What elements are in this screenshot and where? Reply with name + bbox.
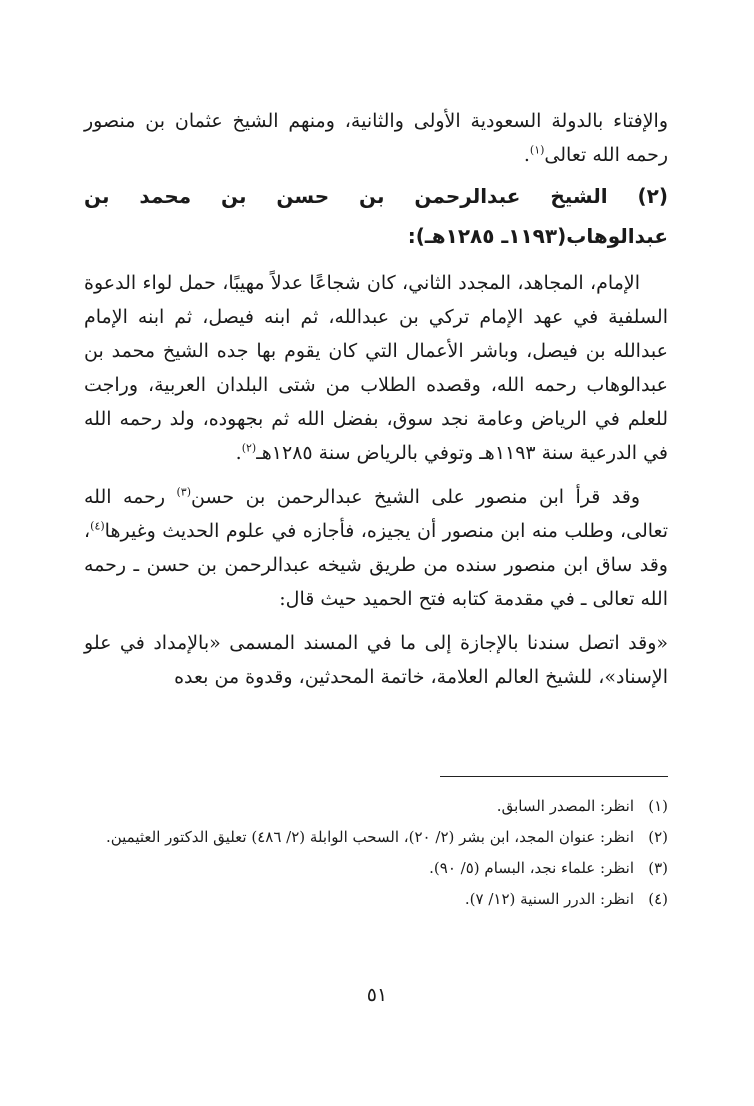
footnote-text: انظر: المصدر السابق. xyxy=(496,797,634,815)
page-number: ٥١ xyxy=(366,984,388,1006)
paragraph-3 xyxy=(84,480,668,616)
footnote-text: انظر: علماء نجد، البسام (٥/ ٩٠). xyxy=(429,859,634,877)
footnote-divider xyxy=(440,776,668,777)
footnote-number: (٣) xyxy=(648,859,668,877)
footnote-number: (٤) xyxy=(648,890,668,908)
footnote-item xyxy=(84,823,668,852)
main-text xyxy=(84,104,668,694)
footnote-text: انظر: الدرر السنية (١٢/ ٧). xyxy=(464,890,634,908)
paragraph-3-text-c: ، وقد ساق ابن منصور سنده من طريق شيخه عبدالرحمن بن حسن ـ رحمه الله تعالى ـ في مقدمة كتابه فتح الحميد حيث قال: xyxy=(84,520,668,610)
footnote-text: انظر: عنوان المجد، ابن بشر (٢/ ٢٠)، السحب الوابلة (٢/ ٤٨٦) تعليق الدكتور العثيمين. xyxy=(105,828,634,846)
footnote-item xyxy=(84,885,668,914)
paragraph-4 xyxy=(84,626,668,694)
paragraph-4-text: «وقد اتصل سندنا بالإجازة إلى ما في المسند المسمى «بالإمداد في علو الإسناد»، للشيخ العالم العلامة، خاتمة المحدثين، وقدوة من بعده xyxy=(84,632,668,688)
footnote-ref-2: (٢) xyxy=(241,441,257,455)
paragraph-1-end: . xyxy=(523,144,530,166)
footnote-ref-4: (٤) xyxy=(90,519,105,533)
footnote-number: (١) xyxy=(648,797,668,815)
footnote-ref-3: (٣) xyxy=(176,485,191,499)
paragraph-2-end: . xyxy=(235,442,242,464)
footnote-number: (٢) xyxy=(648,828,668,846)
paragraph-2-text: الإمام، المجاهد، المجدد الثاني، كان شجاعًا عدلاً مهيبًا، حمل لواء الدعوة السلفية في عهد الإمام تركي بن عبدالله، ثم ابنه فيصل، ثم ابنه الإمام عبدالله بن فيصل، وباشر الأعمال التي كان يقوم بها جده الشيخ محمد بن عبدالوهاب رحمه الله، وقصده الطلاب من شتى البلدان العربية، وراجت للعلم في الرياض وعامة نجد سوق، بفضل الله ثم بجهوده، ولد رحمه الله في الدرعية سنة ١١٩٣هـ وتوفي بالرياض سنة ١٢٨٥هـ xyxy=(84,272,668,464)
footnote-ref-1: (١) xyxy=(529,143,545,157)
section-heading: (٢) الشيخ عبدالرحمن بن حسن بن محمد بن عبدالوهاب(١١٩٣ـ ١٢٨٥هـ): xyxy=(84,184,668,248)
footnote-item xyxy=(84,854,668,883)
paragraph-1 xyxy=(84,104,668,172)
paragraph-3-text-b: رحمه الله تعالى، وطلب منه ابن منصور أن يجيزه، فأجازه في علوم الحديث وغيرها xyxy=(84,486,668,542)
paragraph-1-text: والإفتاء بالدولة السعودية الأولى والثانية، ومنهم الشيخ عثمان بن منصور رحمه الله تعالى xyxy=(84,110,668,166)
paragraph-3-text-a: وقد قرأ ابن منصور على الشيخ عبدالرحمن بن حسن xyxy=(191,486,641,508)
paragraph-2 xyxy=(84,266,668,470)
footnote-item xyxy=(84,792,668,821)
footnotes xyxy=(84,792,668,916)
